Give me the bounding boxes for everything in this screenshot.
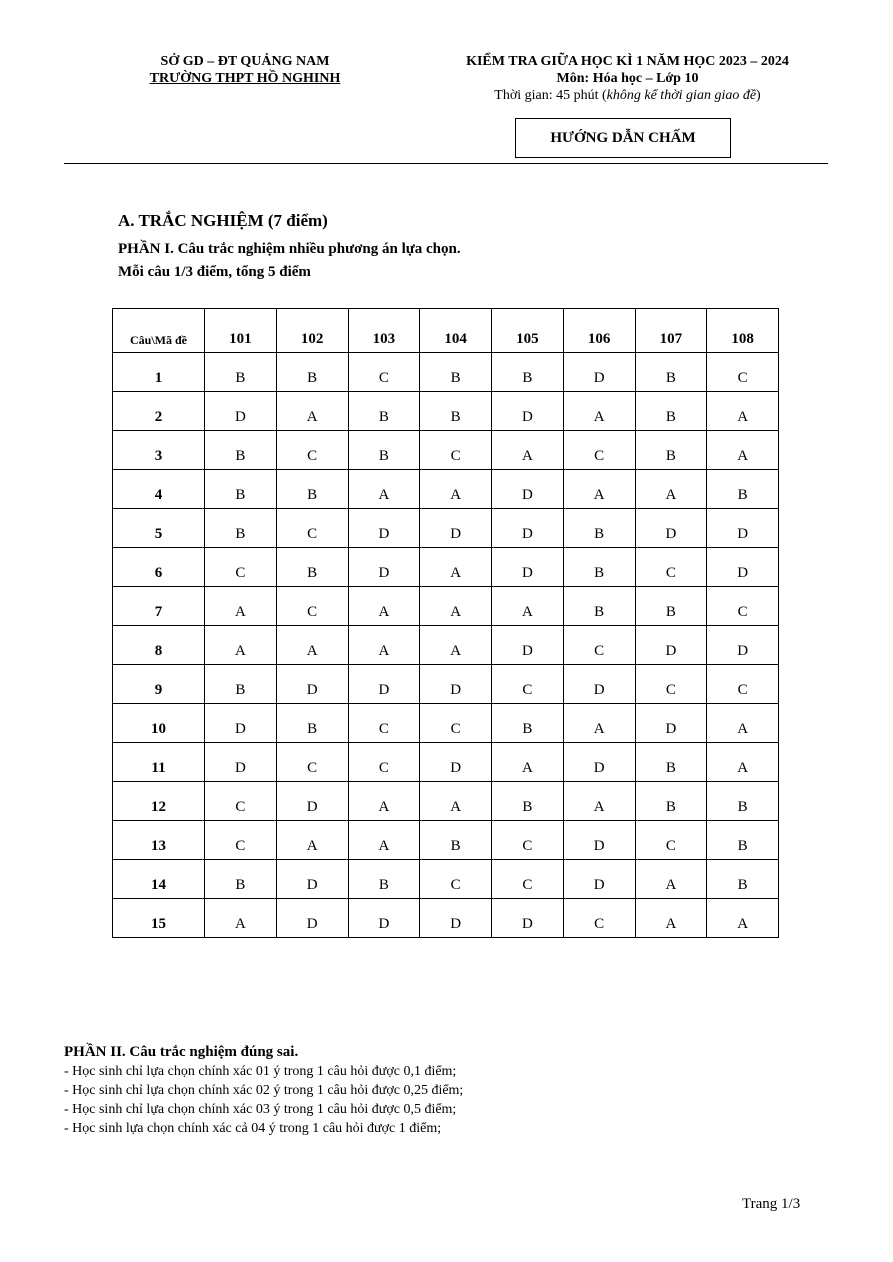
answer-cell: D	[276, 860, 348, 899]
question-number: 8	[113, 626, 205, 665]
answer-cell: C	[635, 665, 707, 704]
answer-cell: C	[563, 431, 635, 470]
answer-cell: D	[707, 548, 779, 587]
answer-cell: B	[205, 665, 277, 704]
answer-cell: C	[707, 665, 779, 704]
table-row	[113, 353, 779, 392]
answer-cell: A	[276, 821, 348, 860]
time-line	[425, 87, 830, 104]
answer-cell: B	[707, 821, 779, 860]
answer-cell: D	[563, 665, 635, 704]
question-number: 2	[113, 392, 205, 431]
answer-cell: A	[348, 626, 420, 665]
exam-title: KIỂM TRA GIỮA HỌC KÌ 1 NĂM HỌC 2023 – 2024	[466, 54, 789, 69]
answer-cell: B	[420, 392, 492, 431]
answer-cell: B	[205, 353, 277, 392]
answer-cell: B	[492, 782, 564, 821]
question-number: 11	[113, 743, 205, 782]
answer-cell: A	[563, 392, 635, 431]
answer-cell: D	[635, 704, 707, 743]
answer-cell: B	[205, 470, 277, 509]
question-number: 9	[113, 665, 205, 704]
answer-cell: B	[563, 548, 635, 587]
answer-cell: A	[205, 899, 277, 938]
answer-cell: A	[276, 626, 348, 665]
answer-cell: C	[635, 821, 707, 860]
code-header: 103	[348, 309, 420, 353]
answer-cell: C	[420, 860, 492, 899]
answer-cell: D	[420, 665, 492, 704]
answer-cell: A	[707, 743, 779, 782]
answer-cell: D	[348, 548, 420, 587]
time-suffix: )	[756, 88, 761, 103]
part1-block	[118, 238, 461, 284]
question-number: 6	[113, 548, 205, 587]
answer-cell: D	[420, 743, 492, 782]
answer-cell: A	[276, 392, 348, 431]
answer-cell: A	[205, 626, 277, 665]
answer-cell: B	[420, 353, 492, 392]
answer-cell: D	[348, 665, 420, 704]
code-header: 106	[563, 309, 635, 353]
rule-line: - Học sinh lựa chọn chính xác cả 04 ý trong 1 câu hỏi được 1 điểm;	[64, 1121, 442, 1136]
answer-cell: B	[563, 509, 635, 548]
guide-title-box: HƯỚNG DẪN CHẤM	[515, 118, 731, 158]
answer-cell: B	[492, 704, 564, 743]
answer-cell: B	[563, 587, 635, 626]
answer-cell: A	[563, 470, 635, 509]
header-left	[120, 53, 370, 87]
answer-cell: A	[420, 587, 492, 626]
answer-cell: C	[563, 626, 635, 665]
code-header: 102	[276, 309, 348, 353]
answer-cell: B	[635, 392, 707, 431]
answer-cell: D	[563, 860, 635, 899]
header-divider	[64, 163, 828, 164]
rule-line: - Học sinh chỉ lựa chọn chính xác 01 ý trong 1 câu hỏi được 0,1 điểm;	[64, 1064, 457, 1079]
answer-cell: B	[635, 353, 707, 392]
table-row	[113, 470, 779, 509]
answer-cell: B	[205, 509, 277, 548]
answer-cell: C	[205, 821, 277, 860]
table-row	[113, 821, 779, 860]
table-row	[113, 860, 779, 899]
answer-cell: B	[707, 782, 779, 821]
answer-cell: C	[276, 587, 348, 626]
question-number: 5	[113, 509, 205, 548]
answer-cell: D	[492, 899, 564, 938]
answer-cell: D	[707, 626, 779, 665]
answer-cell: D	[420, 899, 492, 938]
answer-cell: B	[348, 860, 420, 899]
answer-cell: D	[492, 509, 564, 548]
answer-cell: B	[635, 782, 707, 821]
answer-table-body	[113, 353, 779, 938]
answer-cell: B	[276, 548, 348, 587]
rule-line: - Học sinh chỉ lựa chọn chính xác 03 ý trong 1 câu hỏi được 0,5 điểm;	[64, 1102, 457, 1117]
answer-cell: A	[563, 704, 635, 743]
answer-cell: A	[707, 704, 779, 743]
answer-cell: D	[205, 743, 277, 782]
answer-cell: D	[563, 821, 635, 860]
answer-table	[112, 308, 779, 938]
answer-table-header	[113, 309, 779, 353]
part2-block	[64, 1043, 463, 1138]
question-number: 1	[113, 353, 205, 392]
answer-cell: C	[205, 548, 277, 587]
question-number: 3	[113, 431, 205, 470]
answer-cell: A	[492, 743, 564, 782]
answer-cell: B	[205, 860, 277, 899]
answer-cell: D	[348, 899, 420, 938]
answer-cell: C	[348, 743, 420, 782]
corner-cell: Câu\Mã đề	[113, 309, 205, 353]
question-number: 7	[113, 587, 205, 626]
answer-cell: D	[635, 626, 707, 665]
question-number: 14	[113, 860, 205, 899]
department-name: SỞ GD – ĐT QUẢNG NAM	[160, 54, 330, 69]
answer-cell: D	[563, 353, 635, 392]
answer-cell: A	[635, 860, 707, 899]
answer-cell: C	[276, 431, 348, 470]
table-row	[113, 509, 779, 548]
answer-cell: D	[492, 392, 564, 431]
table-row	[113, 743, 779, 782]
answer-cell: B	[276, 470, 348, 509]
answer-cell: C	[348, 704, 420, 743]
answer-cell: B	[492, 353, 564, 392]
table-row	[113, 548, 779, 587]
part1-title: PHẦN I. Câu trắc nghiệm nhiều phương án lựa chọn.	[118, 241, 461, 257]
answer-cell: B	[420, 821, 492, 860]
answer-cell: B	[707, 470, 779, 509]
answer-cell: B	[635, 743, 707, 782]
answer-cell: B	[348, 431, 420, 470]
code-header: 108	[707, 309, 779, 353]
question-number: 13	[113, 821, 205, 860]
table-row	[113, 704, 779, 743]
answer-cell: C	[420, 704, 492, 743]
answer-cell: B	[348, 392, 420, 431]
answer-cell: D	[420, 509, 492, 548]
answer-cell: A	[420, 782, 492, 821]
answer-cell: C	[276, 743, 348, 782]
code-header: 107	[635, 309, 707, 353]
page-number: Trang 1/3	[742, 1196, 801, 1212]
answer-cell: A	[420, 470, 492, 509]
answer-cell: C	[348, 353, 420, 392]
answer-cell: C	[276, 509, 348, 548]
section-a-title: A. TRẮC NGHIỆM (7 điểm)	[118, 211, 328, 230]
part2-title: PHẦN II. Câu trắc nghiệm đúng sai.	[64, 1044, 299, 1060]
answer-cell: C	[635, 548, 707, 587]
answer-cell: D	[707, 509, 779, 548]
table-row	[113, 431, 779, 470]
header-right	[425, 53, 830, 104]
answer-cell: A	[707, 392, 779, 431]
answer-cell: A	[563, 782, 635, 821]
answer-cell: D	[348, 509, 420, 548]
answer-cell: A	[205, 587, 277, 626]
answer-cell: A	[492, 587, 564, 626]
answer-cell: D	[205, 392, 277, 431]
answer-cell: C	[492, 860, 564, 899]
code-header: 104	[420, 309, 492, 353]
answer-cell: C	[492, 665, 564, 704]
answer-cell: D	[276, 665, 348, 704]
answer-cell: A	[420, 626, 492, 665]
rule-line: - Học sinh chỉ lựa chọn chính xác 02 ý trong 1 câu hỏi được 0,25 điểm;	[64, 1083, 464, 1098]
school-name: TRƯỜNG THPT HỒ NGHINH	[149, 71, 341, 86]
table-row	[113, 626, 779, 665]
part2-rules	[64, 1062, 463, 1138]
question-number: 15	[113, 899, 205, 938]
answer-cell: D	[492, 548, 564, 587]
answer-cell: D	[563, 743, 635, 782]
answer-cell: A	[420, 548, 492, 587]
answer-cell: D	[276, 899, 348, 938]
answer-cell: B	[276, 353, 348, 392]
part1-scoring: Mỗi câu 1/3 điểm, tổng 5 điểm	[118, 264, 311, 280]
table-row	[113, 899, 779, 938]
answer-cell: D	[492, 470, 564, 509]
answer-cell: C	[420, 431, 492, 470]
answer-cell: B	[635, 587, 707, 626]
answer-cell: C	[563, 899, 635, 938]
answer-cell: D	[492, 626, 564, 665]
answer-cell: C	[707, 587, 779, 626]
answer-cell: A	[492, 431, 564, 470]
answer-cell: B	[707, 860, 779, 899]
question-number: 4	[113, 470, 205, 509]
answer-cell: A	[348, 587, 420, 626]
answer-cell: A	[707, 899, 779, 938]
table-row	[113, 587, 779, 626]
question-number: 12	[113, 782, 205, 821]
answer-cell: D	[635, 509, 707, 548]
answer-cell: A	[348, 821, 420, 860]
time-note: không kể thời gian giao đề	[606, 88, 757, 103]
table-row	[113, 665, 779, 704]
answer-cell: A	[635, 470, 707, 509]
time-prefix: Thời gian: 45 phút (	[494, 88, 607, 103]
table-row	[113, 392, 779, 431]
answer-cell: A	[348, 782, 420, 821]
answer-cell: B	[205, 431, 277, 470]
answer-cell: A	[635, 899, 707, 938]
answer-cell: C	[707, 353, 779, 392]
answer-cell: D	[205, 704, 277, 743]
answer-cell: C	[492, 821, 564, 860]
subject-line: Môn: Hóa học – Lớp 10	[556, 71, 699, 86]
answer-cell: A	[348, 470, 420, 509]
answer-cell: C	[205, 782, 277, 821]
code-header: 101	[205, 309, 277, 353]
answer-cell: B	[635, 431, 707, 470]
code-header: 105	[492, 309, 564, 353]
answer-cell: B	[276, 704, 348, 743]
table-row	[113, 782, 779, 821]
answer-cell: D	[276, 782, 348, 821]
answer-cell: A	[707, 431, 779, 470]
question-number: 10	[113, 704, 205, 743]
